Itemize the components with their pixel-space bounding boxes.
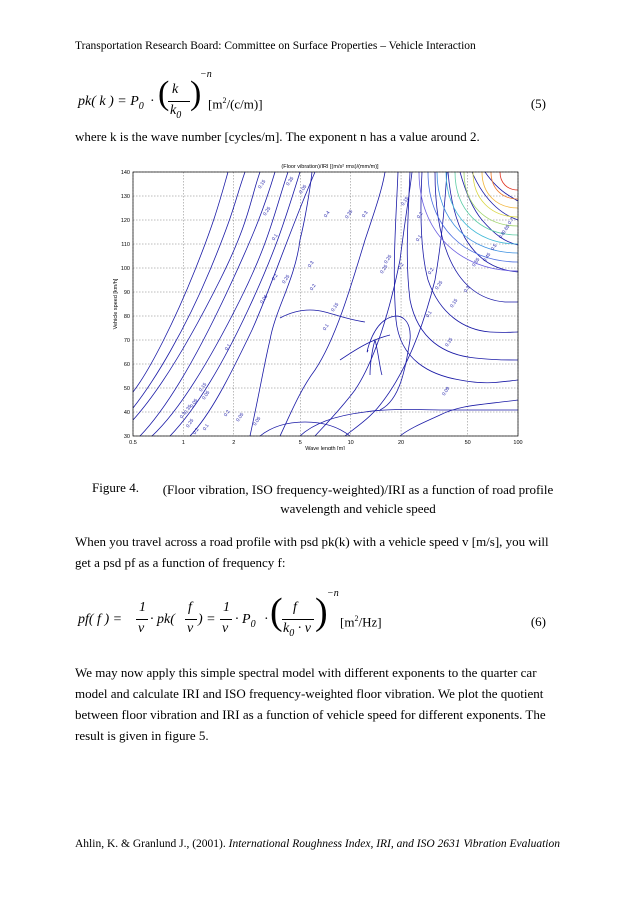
contour-label: 0.25: [262, 206, 273, 217]
contour-line-colored: [419, 172, 518, 271]
eq6-pk: · pk(: [150, 612, 175, 627]
contour-line: [315, 172, 412, 436]
contour-label: 0.05: [298, 184, 309, 195]
y-tick-label: 110: [121, 242, 130, 248]
eq6-close: ) =: [198, 612, 216, 627]
eq5-dot: ·: [150, 94, 155, 109]
contour-label: 0.15: [400, 196, 411, 207]
eq6-bar-4: [282, 619, 314, 620]
contour-label: 0.3: [463, 285, 472, 294]
eq6-exponent: −n: [327, 588, 339, 599]
eq5-lhs: pk( k ) = $P_0$: [78, 94, 144, 112]
contour-line-colored: [473, 172, 518, 217]
contour-label: 0.3: [361, 210, 370, 219]
x-tick-label: 0.5: [129, 440, 137, 446]
eq5-denominator: $k_0$: [170, 103, 182, 121]
eq6-number: (6): [530, 614, 546, 629]
eq6-bar-1: [136, 619, 148, 620]
eq5-numerator: k: [172, 82, 179, 97]
running-header: Transportation Research Board: Committee on Surface Properties – Vehicle Interaction: [75, 40, 476, 52]
contour-line-colored: [500, 172, 518, 190]
contour-label: 0.15: [257, 179, 268, 190]
contour-label: 0.65: [501, 224, 512, 235]
contour-line: [170, 172, 300, 436]
contour-line-colored: [491, 172, 518, 199]
contour-label: 0.35: [285, 176, 296, 187]
eq6-v-den: v: [138, 621, 145, 636]
eq6-lhs: pf( f ) =: [78, 612, 123, 627]
contour-label: 0.35: [183, 404, 194, 415]
y-tick-label: 30: [123, 434, 130, 440]
contour-line-colored: [482, 172, 518, 208]
x-tick-label: 5: [298, 440, 302, 446]
eq5-paren-right: ): [190, 75, 202, 112]
x-tick-label: 50: [464, 440, 471, 446]
contour-label: 0.6: [498, 231, 507, 240]
contour-label: 0.2: [397, 262, 406, 271]
contour-line: [460, 172, 518, 245]
plot-frame: [133, 172, 518, 436]
eq6-P: · $P_0$: [235, 612, 256, 630]
eq6-v-den-2: v: [187, 621, 194, 636]
eq6-k0v: $k_0 \cdot v$: [283, 621, 311, 639]
footer-authors: Ahlin, K. & Granlund J., (2001).: [75, 838, 226, 850]
contour-label: 0.2: [192, 427, 201, 436]
paragraph-spectral-model: We may now apply this simple spectral model with different exponents to the quarter car model and calculate IRI and ISO frequency-weighted floor vibration. We plot the quotient between floor vibration and IRI as a function of vehicle speed for different exponents. The result is given in figure 5.: [75, 665, 546, 743]
y-tick-label: 60: [123, 362, 130, 368]
eq6-paren-left: (: [270, 591, 283, 633]
contour-label: 0.25: [434, 280, 445, 291]
paragraph-travel: When you travel across a road profile with psd pk(k) with a vehicle speed v [m/s], you will get a psd pf as a function of frequency f:: [75, 534, 549, 570]
eq5-number: (5): [530, 96, 546, 111]
contour-lines: [133, 172, 518, 436]
contour-label: 0.25: [281, 274, 292, 285]
x-tick-label: 2: [232, 440, 236, 446]
contour-label: 0.05: [201, 390, 212, 401]
contour-line: [367, 316, 410, 410]
eq5-fraction-bar: [168, 101, 190, 102]
eq6-bar-3: [220, 619, 232, 620]
page-footer: [75, 838, 560, 850]
contour-label: 0.35: [344, 209, 355, 220]
y-axis-label: Vehicle speed [km/h]: [113, 278, 119, 330]
contour-labels: [179, 176, 516, 436]
contour-label: 0.1: [202, 423, 211, 432]
contour-label: 0.5: [490, 243, 499, 252]
contour-label: 0.15: [198, 382, 209, 393]
contour-label: 0.25: [383, 254, 394, 265]
y-tick-label: 80: [123, 314, 130, 320]
x-tick-label: 10: [347, 440, 354, 446]
figure-caption-label: Figure 4.: [92, 480, 139, 495]
contour-line: [300, 410, 518, 437]
contour-line: [407, 172, 518, 360]
chart-title: (Floor vibration)/IRI [(m/s² rms)/(mm/m)]: [281, 164, 379, 170]
contour-label: 0.2: [223, 409, 232, 418]
contour-label: 0.09: [441, 386, 452, 397]
contour-line: [133, 172, 228, 392]
contour-figure: [100, 160, 530, 450]
contour-line: [260, 422, 350, 436]
paragraph-wave-number: where k is the wave number [cycles/m]. The exponent n has a value around 2.: [75, 129, 480, 144]
contour-label: 0.15: [330, 302, 341, 313]
x-tick-label: 1: [181, 440, 185, 446]
chart-grid: [133, 172, 518, 436]
contour-label: 0.2: [309, 283, 318, 292]
figure-caption-text: (Floor vibration, ISO frequency-weighted)/IRI as a function of road profile wavelength and vehicle speed: [162, 482, 554, 516]
contour-label: 0.2: [271, 273, 280, 282]
contour-label: 0.05: [189, 398, 200, 409]
contour-line: [250, 172, 312, 436]
contour-label: 0.45: [482, 252, 493, 263]
contour-label: 0.1: [425, 310, 434, 319]
contour-label: 0.3: [307, 260, 316, 269]
y-tick-label: 140: [120, 170, 130, 176]
contour-label: 0.55: [471, 257, 482, 268]
x-tick-label: 20: [397, 440, 405, 446]
contour-label: 0.7: [507, 217, 516, 226]
contour-line: [340, 335, 390, 360]
footer-title: International Roughness Index, IRI, and ISO 2631 Vibration Evaluation: [228, 838, 560, 850]
contour-label: 0.2: [427, 267, 436, 276]
eq6-paren-right: ): [315, 591, 328, 633]
y-tick-label: 40: [123, 410, 130, 416]
contour-label: 0.1: [322, 323, 331, 332]
eq6-f-num: f: [188, 600, 192, 615]
x-axis-label: Wave length [m]: [305, 446, 345, 450]
y-tick-label: 70: [123, 338, 130, 344]
eq6-dot: ·: [264, 612, 269, 627]
y-tick-label: 90: [123, 290, 130, 296]
contour-label: 0.15: [449, 298, 460, 309]
eq6-bar-2: [185, 619, 197, 620]
contour-line-colored: [428, 172, 518, 262]
eq6-f-num-3: f: [293, 600, 297, 615]
contour-label: 0.15: [444, 337, 455, 348]
contour-label: 0.3: [179, 411, 188, 420]
contour-label: 0.05: [235, 412, 246, 423]
y-tick-label: 120: [120, 218, 130, 224]
contour-label: 0.1: [415, 234, 424, 243]
contour-label: 0.4: [323, 210, 332, 219]
x-tick-label: 100: [513, 440, 523, 446]
y-tick-label: 50: [123, 386, 130, 392]
contour-label: 0.1: [224, 343, 233, 352]
eq6-unit: $[m^2/Hz]$: [340, 614, 382, 630]
eq6-v-den-3: v: [222, 621, 229, 636]
y-tick-label: 100: [120, 266, 130, 272]
contour-label: 0.05: [252, 416, 263, 427]
eq5-exponent: −n: [200, 69, 212, 80]
contour-label: 0.25: [379, 264, 390, 275]
contour-label: 0.06: [259, 294, 270, 305]
contour-label: 0.1: [271, 233, 280, 242]
contour-line: [280, 172, 385, 436]
eq6-one-num-2: 1: [223, 600, 230, 615]
contour-line: [400, 400, 518, 436]
eq6-one-num: 1: [139, 600, 146, 615]
contour-label: 0.25: [185, 418, 196, 429]
y-tick-labels: [121, 170, 130, 440]
y-tick-label: 130: [120, 194, 130, 200]
contour-line: [133, 172, 260, 420]
contour-line: [485, 172, 518, 201]
eq5-paren-left: (: [158, 75, 170, 112]
eq5-unit: $[m^2/(c/m)]$: [208, 96, 263, 112]
contour-label: 0.2: [416, 211, 425, 220]
